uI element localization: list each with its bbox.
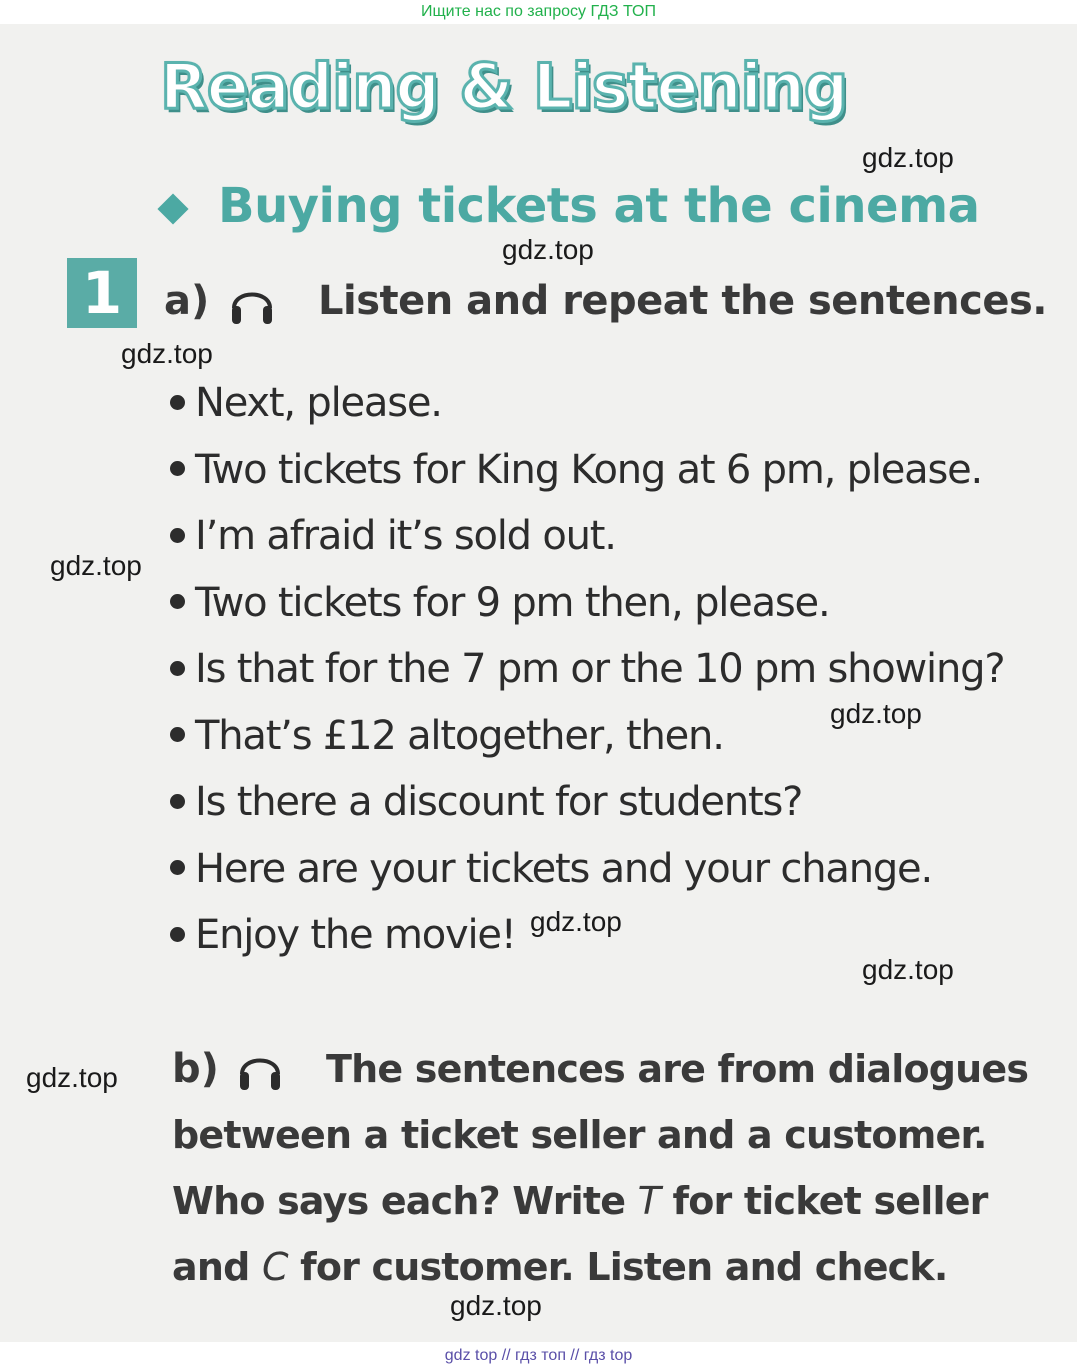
list-item <box>170 437 1004 504</box>
watermark: gdz.top <box>50 550 142 581</box>
watermark: gdz.top <box>450 1290 542 1321</box>
part-a-label: a) <box>164 278 210 324</box>
part-b-instruction <box>172 1036 1042 1300</box>
watermark: gdz.top <box>530 906 622 937</box>
watermark: gdz.top <box>862 142 954 173</box>
part-b-label: b) <box>172 1046 219 1092</box>
list-item <box>170 503 1004 570</box>
list-item <box>170 370 1004 437</box>
list-item <box>170 769 1004 836</box>
watermark: gdz.top <box>502 234 594 265</box>
bullet-icon <box>170 727 185 742</box>
watermark: gdz.top <box>121 338 213 369</box>
list-item <box>170 570 1004 637</box>
headphones-icon <box>228 278 276 328</box>
part-b-line-4: and C for customer. Listen and check. <box>172 1245 948 1289</box>
exercise-number: 1 <box>67 258 137 328</box>
part-b-line-3: Who says each? Write T for ticket seller <box>172 1179 988 1223</box>
bullet-icon <box>170 528 185 543</box>
bullet-icon <box>170 860 185 875</box>
part-a-instruction: Listen and repeat the sentences. <box>318 278 1047 324</box>
list-item <box>170 636 1004 703</box>
watermark: gdz.top <box>26 1062 118 1093</box>
watermark: gdz.top <box>830 698 922 729</box>
bullet-icon <box>170 794 185 809</box>
bottom-bar: gdz top // гдз топ // гдз top <box>444 1347 633 1364</box>
bullet-icon <box>170 594 185 609</box>
top-banner: Ищите нас по запросу ГДЗ ТОП <box>421 3 656 20</box>
sentence-list <box>170 370 1004 969</box>
list-item <box>170 836 1004 903</box>
sentence-text: That’s £12 altogether, then. <box>195 712 724 759</box>
sentence-text: Next, please. <box>195 380 442 426</box>
sentence-text: Here are your tickets and your change. <box>195 845 932 892</box>
sentence-text: I’m afraid it’s sold out. <box>195 513 616 559</box>
watermark: gdz.top <box>862 954 954 985</box>
part-b-line-2: between a ticket seller and a customer. <box>172 1113 987 1157</box>
page-title: Reading & Listening <box>160 50 848 123</box>
sentence-text: Is there a discount for students? <box>195 779 803 825</box>
sentence-text: Is that for the 7 pm or the 10 pm showing? <box>195 646 1005 692</box>
sentence-text: Two tickets for 9 pm then, please. <box>195 579 830 626</box>
bullet-icon <box>170 461 185 476</box>
part-b-line-1: The sentences are from dialogues <box>326 1047 1029 1091</box>
sentence-text: Enjoy the movie! <box>195 912 516 958</box>
diamond-icon <box>157 193 188 224</box>
bullet-icon <box>170 395 185 410</box>
bullet-icon <box>170 927 185 942</box>
textbook-page <box>0 24 1077 1342</box>
section-subtitle: Buying tickets at the cinema <box>218 178 980 234</box>
bullet-icon <box>170 661 185 676</box>
sentence-text: Two tickets for King Kong at 6 pm, please. <box>195 446 983 493</box>
